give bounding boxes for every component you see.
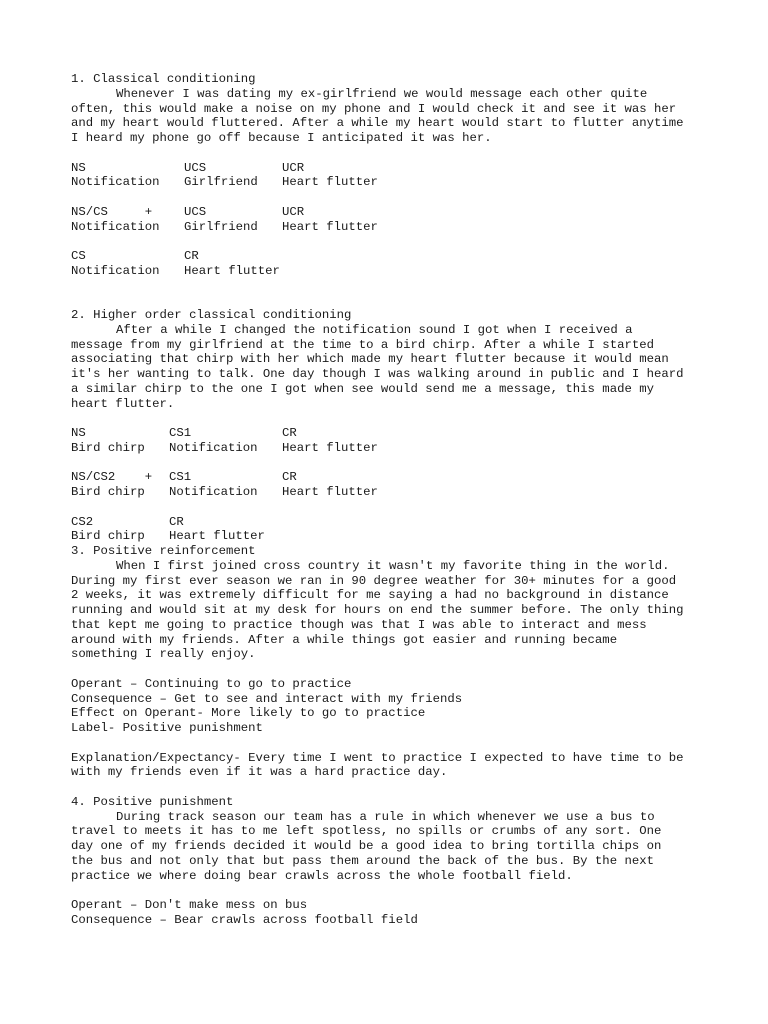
paragraph-line: travel to meets it has to me left spotless, no spills or crumbs of any sort. One	[71, 824, 662, 839]
table-cell: Heart flutter	[169, 529, 265, 544]
table-cell: CS1	[169, 470, 192, 485]
table-cell: NS/CS2 +	[71, 470, 153, 485]
list-item: Operant – Don't make mess on bus	[71, 898, 308, 912]
table-cell: CS2	[71, 514, 94, 529]
section-4-title: 4. Positive punishment	[71, 794, 234, 809]
paragraph-line: it's her wanting to talk. One day though I was walking around in public and I heard	[71, 367, 684, 381]
list-item: Effect on Operant- More likely to go to practice	[71, 706, 426, 721]
section-1-table-3	[71, 249, 711, 279]
table-cell: NS	[71, 160, 86, 175]
paragraph-line: and my heart would fluttered. After a while my heart would start to flutter anytime	[71, 116, 684, 131]
table-cell: Notification	[71, 263, 160, 278]
section-1-title: 1. Classical conditioning	[71, 72, 256, 86]
section-1-paragraph	[71, 87, 711, 146]
list-item: Consequence – Get to see and interact with my friends	[71, 691, 463, 706]
section-3-list	[71, 677, 711, 736]
section-3-paragraph	[71, 559, 711, 662]
table-cell: CS1	[169, 426, 192, 440]
paragraph-line: that kept me going to practice though was that I was able to interact and mess	[71, 617, 647, 632]
table-cell: Girlfriend	[184, 175, 258, 190]
paragraph-line: Explanation/Expectancy- Every time I went to practice I expected to have time to be	[71, 750, 684, 765]
table-cell: NS	[71, 426, 86, 440]
table-cell: Heart flutter	[282, 485, 378, 499]
paragraph-line: a similar chirp to the one I got when see would send me a message, this made my	[71, 381, 654, 396]
paragraph-line: day one of my friends decided it would be a good idea to bring tortilla chips on	[71, 839, 662, 853]
table-cell: Girlfriend	[184, 219, 258, 234]
table-cell: UCR	[282, 160, 305, 175]
table-cell: CR	[169, 514, 184, 529]
list-item: Operant – Continuing to go to practice	[71, 676, 352, 691]
section-1-table-1	[71, 161, 711, 191]
table-cell: UCS	[184, 160, 207, 175]
table-cell: CR	[282, 426, 297, 440]
table-cell: Notification	[71, 175, 160, 190]
table-cell: NS/CS +	[71, 204, 153, 219]
table-cell: Bird chirp	[71, 485, 145, 499]
table-cell: Heart flutter	[282, 440, 378, 455]
table-cell: Notification	[71, 219, 160, 234]
section-2-table-1	[71, 426, 711, 456]
paragraph-line: Whenever I was dating my ex-girlfriend we would message each other quite	[116, 86, 648, 101]
table-cell: CR	[184, 249, 199, 263]
table-cell: UCS	[184, 204, 207, 219]
table-cell: UCR	[282, 204, 305, 219]
table-cell: Heart flutter	[282, 175, 378, 190]
table-cell: CR	[282, 470, 297, 485]
paragraph-line: 2 weeks, it was extremely difficult for me saying a had no background in distance	[71, 588, 669, 603]
section-4-paragraph	[71, 810, 711, 884]
section-2-title: 2. Higher order classical conditioning	[71, 308, 352, 322]
section-2-table-3	[71, 515, 711, 545]
table-cell: Heart flutter	[184, 263, 280, 278]
paragraph-line: around with my friends. After a while things got easier and running became	[71, 632, 618, 647]
table-cell: CS	[71, 249, 86, 263]
list-item: Consequence – Bear crawls across football field	[71, 912, 418, 927]
paragraph-line: message from my girlfriend at the time to a bird chirp. After a while I started	[71, 337, 654, 352]
paragraph-line: with my friends even if it was a hard practice day.	[71, 765, 448, 780]
paragraph-line: practice we where doing bear crawls across the whole football field.	[71, 868, 573, 883]
section-2-paragraph	[71, 323, 711, 412]
paragraph-line: During my first ever season we ran in 90 degree weather for 30+ minutes for a good	[71, 573, 677, 588]
paragraph-line: After a while I changed the notification sound I got when I received a	[116, 322, 633, 337]
paragraph-line: the bus and not only that but pass them around the back of the bus. By the next	[71, 853, 654, 868]
paragraph-line: something I really enjoy.	[71, 647, 256, 662]
paragraph-line: I heard my phone go off because I anticipated it was her.	[71, 131, 492, 145]
list-item: Label- Positive punishment	[71, 721, 263, 735]
section-3-explanation	[71, 751, 711, 781]
table-cell: Bird chirp	[71, 440, 145, 455]
paragraph-line: heart flutter.	[71, 396, 175, 411]
paragraph-line: During track season our team has a rule in which whenever we use a bus to	[116, 809, 655, 824]
table-cell: Heart flutter	[282, 219, 378, 234]
section-1-table-2	[71, 205, 711, 235]
document-page	[71, 72, 711, 928]
paragraph-line: often, this would make a noise on my phone and I would check it and see it was her	[71, 101, 677, 116]
section-3-title: 3. Positive reinforcement	[71, 544, 256, 558]
section-2-table-2	[71, 470, 711, 500]
section-4-list	[71, 898, 711, 928]
paragraph-line: associating that chirp with her which made my heart flutter because it would mean	[71, 352, 669, 367]
table-cell: Notification	[169, 440, 258, 455]
paragraph-line: running and would sit at my desk for hours on end the summer before. The only thing	[71, 603, 684, 617]
table-cell: Bird chirp	[71, 529, 145, 544]
paragraph-line: When I first joined cross country it wasn't my favorite thing in the world.	[116, 558, 670, 573]
table-cell: Notification	[169, 485, 258, 499]
